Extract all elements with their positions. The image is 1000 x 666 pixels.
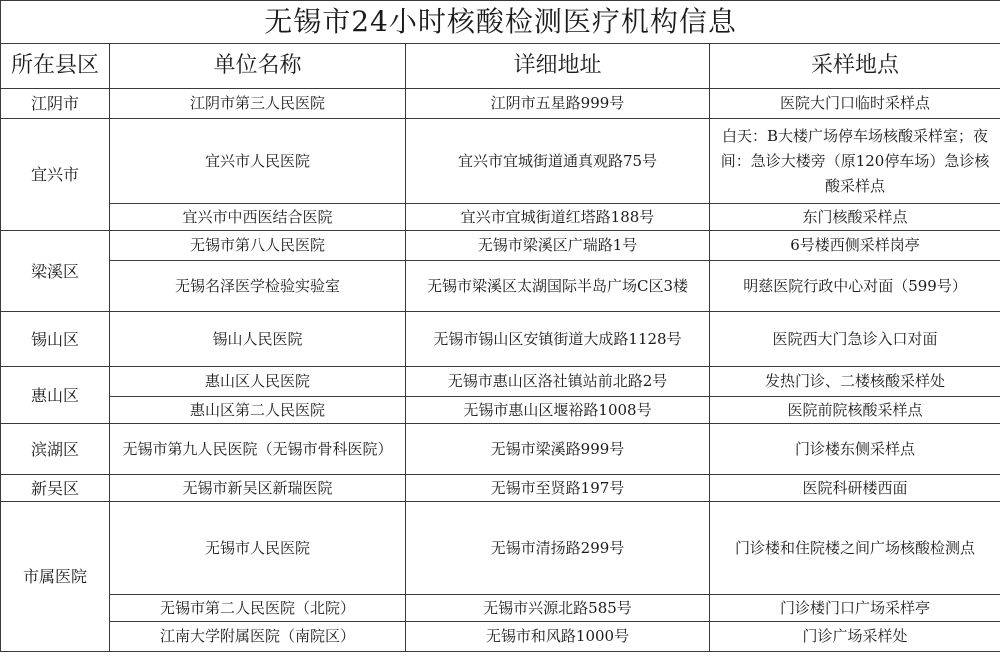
district-cell: 市属医院 xyxy=(1,502,110,652)
table-row xyxy=(1,475,1000,502)
table-row xyxy=(1,424,1000,475)
name-cell: 江南大学附属医院（南院区） xyxy=(110,622,406,652)
address-cell: 无锡市锡山区安镇街道大成路1128号 xyxy=(406,312,710,367)
site-cell: 门诊楼东侧采样点 xyxy=(710,424,1000,475)
site-cell: 医院西大门急诊入口对面 xyxy=(710,312,1000,367)
site-cell: 门诊广场采样处 xyxy=(710,622,1000,652)
district-cell: 新吴区 xyxy=(1,475,110,502)
table-row xyxy=(1,119,1000,204)
district-cell: 锡山区 xyxy=(1,312,110,367)
district-cell: 宜兴市 xyxy=(1,119,110,231)
name-cell: 惠山区人民医院 xyxy=(110,367,406,397)
address-cell: 无锡市惠山区堰裕路1008号 xyxy=(406,397,710,424)
name-cell: 锡山人民医院 xyxy=(110,312,406,367)
site-cell: 6号楼西侧采样岗亭 xyxy=(710,231,1000,261)
title-row xyxy=(1,1,1000,44)
table-row xyxy=(1,231,1000,261)
address-cell: 江阴市五星路999号 xyxy=(406,89,710,119)
table-row xyxy=(1,622,1000,652)
table-row xyxy=(1,261,1000,312)
site-cell: 医院大门口临时采样点 xyxy=(710,89,1000,119)
table-row xyxy=(1,204,1000,231)
address-cell: 宜兴市宜城街道通真观路75号 xyxy=(406,119,710,204)
name-cell: 无锡市第九人民医院（无锡市骨科医院） xyxy=(110,424,406,475)
name-cell: 宜兴市中西医结合医院 xyxy=(110,204,406,231)
name-cell: 无锡市新吴区新瑞医院 xyxy=(110,475,406,502)
column-header-name: 单位名称 xyxy=(110,44,406,89)
address-cell: 无锡市至贤路197号 xyxy=(406,475,710,502)
site-cell: 明慈医院行政中心对面（599号） xyxy=(710,261,1000,312)
site-cell: 医院前院核酸采样点 xyxy=(710,397,1000,424)
site-cell: 门诊楼门口广场采样亭 xyxy=(710,595,1000,622)
name-cell: 无锡名泽医学检验实验室 xyxy=(110,261,406,312)
name-cell: 无锡市第二人民医院（北院） xyxy=(110,595,406,622)
address-cell: 无锡市兴源北路585号 xyxy=(406,595,710,622)
site-cell: 白天：B大楼广场停车场核酸采样室；夜间：急诊大楼旁（原120停车场）急诊核酸采样点 xyxy=(710,119,1000,204)
district-cell: 江阴市 xyxy=(1,89,110,119)
column-header-address: 详细地址 xyxy=(406,44,710,89)
table-row xyxy=(1,312,1000,367)
table-row xyxy=(1,89,1000,119)
site-cell: 发热门诊、二楼核酸采样处 xyxy=(710,367,1000,397)
name-cell: 宜兴市人民医院 xyxy=(110,119,406,204)
address-cell: 无锡市惠山区洛社镇站前北路2号 xyxy=(406,367,710,397)
address-cell: 宜兴市宜城街道红塔路188号 xyxy=(406,204,710,231)
name-cell: 惠山区第二人民医院 xyxy=(110,397,406,424)
table-row xyxy=(1,367,1000,397)
site-cell: 东门核酸采样点 xyxy=(710,204,1000,231)
name-cell: 无锡市第八人民医院 xyxy=(110,231,406,261)
district-cell: 惠山区 xyxy=(1,367,110,424)
address-cell: 无锡市清扬路299号 xyxy=(406,502,710,595)
header-row xyxy=(1,44,1000,89)
address-cell: 无锡市梁溪区广瑞路1号 xyxy=(406,231,710,261)
address-cell: 无锡市梁溪区太湖国际半岛广场C区3楼 xyxy=(406,261,710,312)
name-cell: 无锡市人民医院 xyxy=(110,502,406,595)
column-header-district: 所在县区 xyxy=(1,44,110,89)
name-cell: 江阴市第三人民医院 xyxy=(110,89,406,119)
site-cell: 门诊楼和住院楼之间广场核酸检测点 xyxy=(710,502,1000,595)
address-cell: 无锡市梁溪路999号 xyxy=(406,424,710,475)
district-cell: 滨湖区 xyxy=(1,424,110,475)
district-cell: 梁溪区 xyxy=(1,231,110,312)
table-row xyxy=(1,397,1000,424)
site-cell: 医院科研楼西面 xyxy=(710,475,1000,502)
table-row xyxy=(1,502,1000,595)
table-title: 无锡市24小时核酸检测医疗机构信息 xyxy=(1,1,1000,44)
table-row xyxy=(1,595,1000,622)
column-header-site: 采样地点 xyxy=(710,44,1000,89)
address-cell: 无锡市和风路1000号 xyxy=(406,622,710,652)
